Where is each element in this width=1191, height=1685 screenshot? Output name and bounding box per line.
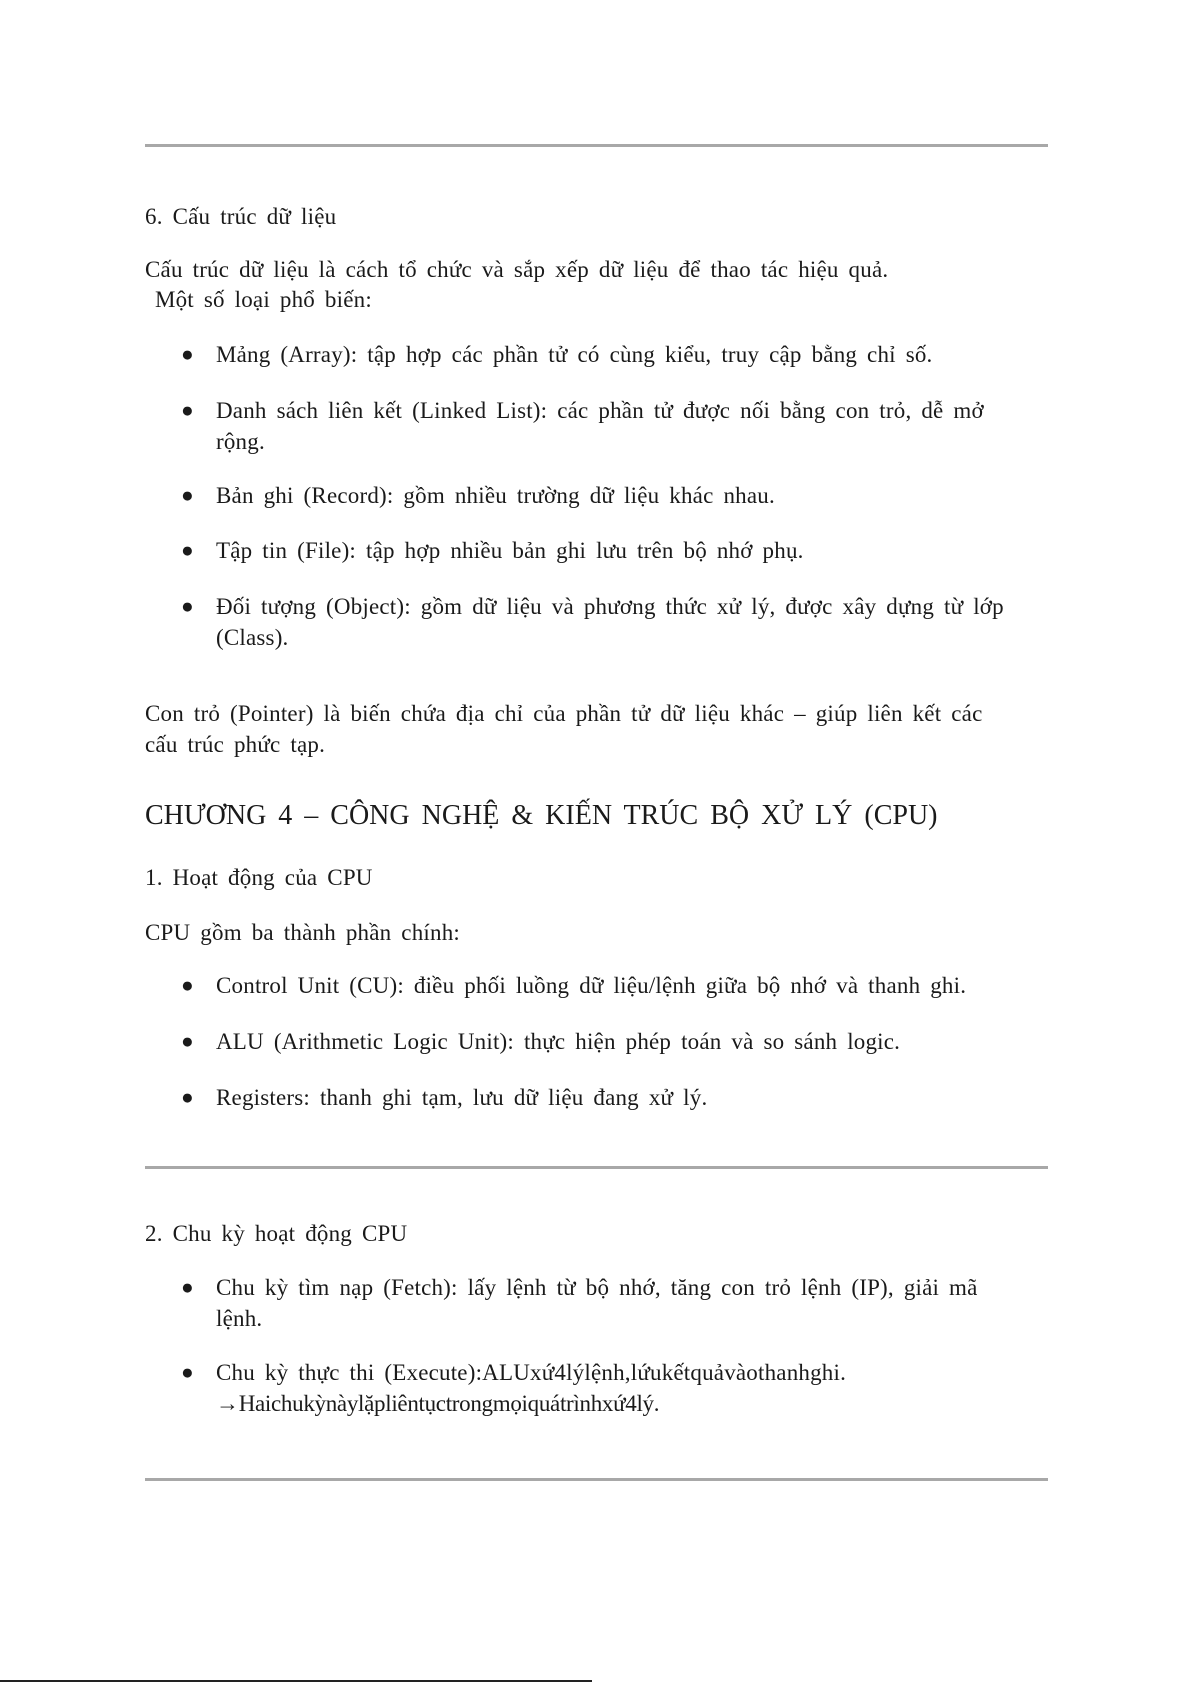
list-item-object: [216, 591, 1004, 653]
list-item-text: Đối tượng (Object): gồm dữ liệu và phương thức xử lý, được xây dựng từ lớp: [216, 594, 1004, 619]
horizontal-rule-bottom: [145, 1478, 1048, 1481]
list-item-alu: ALU (Arithmetic Logic Unit): thực hiện phép toán và so sánh logic.: [216, 1029, 901, 1054]
list-item-array: [216, 339, 933, 370]
bullet-icon: ●: [181, 342, 194, 366]
bullet-icon: ●: [181, 594, 194, 618]
bullet-icon: ●: [181, 538, 194, 562]
list-item-registers: Registers: thanh ghi tạm, lưu dữ liệu đang xử lý.: [216, 1085, 708, 1110]
list-item-fetch-cycle: [216, 1272, 978, 1334]
section-title: 6. Cấu trúc dữ liệu: [145, 204, 337, 229]
bullet-icon: ●: [181, 1029, 194, 1053]
bullet-icon: ●: [181, 398, 194, 422]
bullet-icon: ●: [181, 483, 194, 507]
page-bottom-edge: [0, 1680, 592, 1682]
bullet-icon: ●: [181, 973, 194, 997]
pointer-paragraph-line1: Con trỏ (Pointer) là biến chứa địa chỉ của phần tử dữ liệu khác – giúp liên kết các: [145, 701, 983, 726]
section-intro-line1: Cấu trúc dữ liệu là cách tổ chức và sắp xếp dữ liệu để thao tác hiệu quả.: [145, 257, 889, 282]
list-item-text: Danh sách liên kết (Linked List): các phần tử được nối bằng con trỏ, dễ mở: [216, 398, 984, 423]
list-item-text: Bản ghi (Record): gồm nhiều trường dữ liệu khác nhau.: [216, 483, 775, 508]
bullet-icon: ●: [181, 1275, 194, 1299]
subsection-title-cpu-operation: 1. Hoạt động của CPU: [145, 865, 373, 890]
chapter-heading: CHƯƠNG 4 – CÔNG NGHỆ & KIẾN TRÚC BỘ XỬ LÝ (CPU): [145, 800, 938, 831]
horizontal-rule-middle: [145, 1166, 1048, 1169]
list-item-linked-list: [216, 395, 984, 457]
list-item-file: [216, 535, 804, 566]
list-item-record: [216, 480, 775, 511]
list-item-text-continued: rộng.: [216, 429, 265, 454]
bullet-icon: ●: [181, 1360, 194, 1384]
cpu-components-intro: CPU gồm ba thành phần chính:: [145, 920, 460, 945]
subsection-title-cpu-cycle: 2. Chu kỳ hoạt động CPU: [145, 1221, 408, 1246]
bullet-icon: ●: [181, 1085, 194, 1109]
pointer-paragraph-line2: cấu trúc phức tạp.: [145, 732, 326, 757]
list-item-text: Tập tin (File): tập hợp nhiều bản ghi lưu trên bộ nhớ phụ.: [216, 538, 804, 563]
list-item-text: Chu kỳ thực thi (Execute):ALUxứ4lýlệnh,lứukếtquảvàothanhghi.: [216, 1360, 847, 1385]
list-item-text-continued: →Haichukỳnàylặpliêntụctrongmọiquátrìnhxứ4lý.: [216, 1391, 660, 1416]
horizontal-rule-top: [145, 144, 1048, 147]
list-item-text-continued: (Class).: [216, 625, 289, 650]
list-item-text: Mảng (Array): tập hợp các phần tử có cùng kiểu, truy cập bằng chỉ số.: [216, 342, 933, 367]
list-item-control-unit: Control Unit (CU): điều phối luồng dữ liệu/lệnh giữa bộ nhớ và thanh ghi.: [216, 973, 967, 998]
list-item-execute-cycle: [216, 1357, 846, 1419]
list-item-text-continued: lệnh.: [216, 1306, 263, 1331]
section-intro-line2: Một số loại phổ biến:: [145, 287, 372, 312]
list-item-text: Chu kỳ tìm nạp (Fetch): lấy lệnh từ bộ nhớ, tăng con trỏ lệnh (IP), giải mã: [216, 1275, 978, 1300]
